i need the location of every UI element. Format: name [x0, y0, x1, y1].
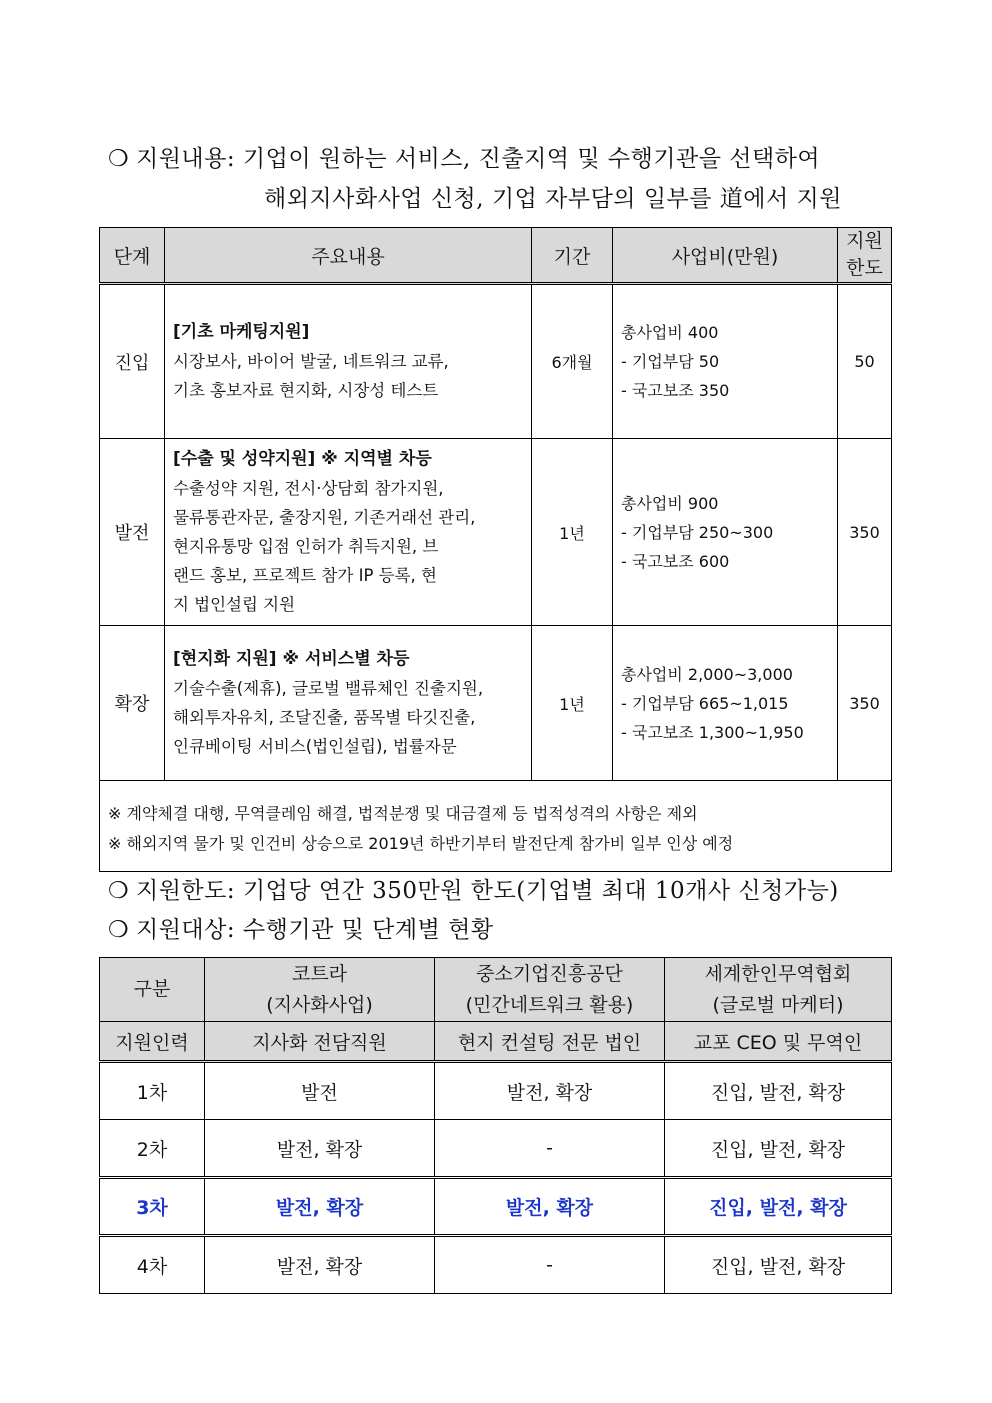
agencies-table	[99, 957, 892, 1294]
round-cell: 1차	[100, 1062, 205, 1120]
notes-cell	[100, 781, 892, 872]
table-row	[100, 1236, 892, 1294]
org-okta: 세계한인무역협회 (글로벌 마케터)	[665, 958, 892, 1022]
circle-bullet-icon: ❍	[108, 917, 130, 943]
content-title: [현지화 지원] ※ 서비스별 차등	[173, 649, 410, 669]
staff-cell: 현지 컨설팅 전문 법인	[435, 1022, 665, 1062]
cost-cell: 총사업비 900 - 기업부담 250~300 - 국고보조 600	[613, 439, 838, 626]
value-cell: 진입, 발전, 확장	[665, 1236, 892, 1294]
org-kotra: 코트라 (지사화사업)	[205, 958, 435, 1022]
table-row	[100, 626, 892, 781]
table-row	[100, 439, 892, 626]
stage-cell: 확장	[100, 626, 165, 781]
round-cell: 4차	[100, 1236, 205, 1294]
circle-bullet-icon: ❍	[108, 146, 130, 172]
cost-cell: 총사업비 400 - 기업부담 50 - 국고보조 350	[613, 284, 838, 439]
org-sbc: 중소기업진흥공단 (민간네트워크 활용)	[435, 958, 665, 1022]
table-row	[100, 1062, 892, 1120]
period-cell: 6개월	[532, 284, 613, 439]
table-header-row	[100, 958, 892, 1022]
header-cost: 사업비(만원)	[613, 228, 838, 284]
stage-cell: 발전	[100, 439, 165, 626]
value-cell: 발전	[205, 1062, 435, 1120]
support-target-text: 지원대상: 수행기관 및 단계별 현황	[136, 917, 494, 943]
stage-cell: 진입	[100, 284, 165, 439]
table-row	[100, 1120, 892, 1178]
value-cell: -	[435, 1120, 665, 1178]
corner-cell: 구분	[100, 958, 205, 1022]
value-cell: 진입, 발전, 확장	[665, 1178, 892, 1236]
support-content-text-1: 지원내용: 기업이 원하는 서비스, 진출지역 및 수행기관을 선택하여	[136, 146, 821, 172]
note-line: ※ 해외지역 물가 및 인건비 상승으로 2019년 하반기부터 발전단계 참가비 일부 인상 예정	[108, 834, 734, 853]
support-limit-line	[108, 872, 839, 905]
content-title: [수출 및 성약지원] ※ 지역별 차등	[173, 449, 432, 469]
support-content-line-1	[108, 140, 820, 173]
highlighted-table-row	[100, 1178, 892, 1236]
limit-cell: 50	[838, 284, 892, 439]
table-header-row	[100, 228, 892, 284]
staff-cell: 교포 CEO 및 무역인	[665, 1022, 892, 1062]
content-cell: [현지화 지원] ※ 서비스별 차등 기술수출(제휴), 글로벌 밸류체인 진출지원, 해외투자유치, 조달진출, 품목별 타깃진출, 인큐베이팅 서비스(법인설립), 법률자문	[165, 626, 532, 781]
staff-row	[100, 1022, 892, 1062]
content-cell: [수출 및 성약지원] ※ 지역별 차등 수출성약 지원, 전시·상담회 참가지원, 물류통관자문, 출장지원, 기존거래선 관리, 현지유통망 입점 인허가 취득지원, 브 랜드 홍보, 프로젝트 참가 IP 등록, 현 지 법인설립 지원	[165, 439, 532, 626]
content-cell: [기초 마케팅지원] 시장보사, 바이어 발굴, 네트워크 교류, 기초 홍보자료 현지화, 시장성 테스트	[165, 284, 532, 439]
cost-cell: 총사업비 2,000~3,000 - 기업부담 665~1,015 - 국고보조 1,300~1,950	[613, 626, 838, 781]
round-cell: 2차	[100, 1120, 205, 1178]
value-cell: 발전, 확장	[435, 1178, 665, 1236]
support-target-line	[108, 911, 494, 944]
header-content: 주요내용	[165, 228, 532, 284]
staff-cell: 지사화 전담직원	[205, 1022, 435, 1062]
staff-label: 지원인력	[100, 1022, 205, 1062]
limit-cell: 350	[838, 626, 892, 781]
value-cell: 진입, 발전, 확장	[665, 1120, 892, 1178]
period-cell: 1년	[532, 626, 613, 781]
value-cell: 발전, 확장	[205, 1236, 435, 1294]
support-stages-table	[99, 227, 892, 872]
value-cell: 발전, 확장	[435, 1062, 665, 1120]
support-content-line-2: 해외지사화사업 신청, 기업 자부담의 일부를 道에서 지원	[264, 186, 842, 212]
value-cell: 발전, 확장	[205, 1120, 435, 1178]
value-cell: 진입, 발전, 확장	[665, 1062, 892, 1120]
period-cell: 1년	[532, 439, 613, 626]
table-row	[100, 284, 892, 439]
value-cell: 발전, 확장	[205, 1178, 435, 1236]
value-cell: -	[435, 1236, 665, 1294]
round-cell: 3차	[100, 1178, 205, 1236]
header-period: 기간	[532, 228, 613, 284]
circle-bullet-icon: ❍	[108, 878, 130, 904]
note-line: ※ 계약체결 대행, 무역클레임 해결, 법적분쟁 및 대금결제 등 법적성격의 사항은 제외	[108, 804, 698, 823]
limit-cell: 350	[838, 439, 892, 626]
header-stage: 단계	[100, 228, 165, 284]
header-limit: 지원 한도	[838, 228, 892, 284]
notes-row	[100, 781, 892, 872]
content-title: [기초 마케팅지원]	[173, 322, 310, 342]
support-limit-text: 지원한도: 기업당 연간 350만원 한도(기업별 최대 10개사 신청가능)	[136, 878, 839, 904]
